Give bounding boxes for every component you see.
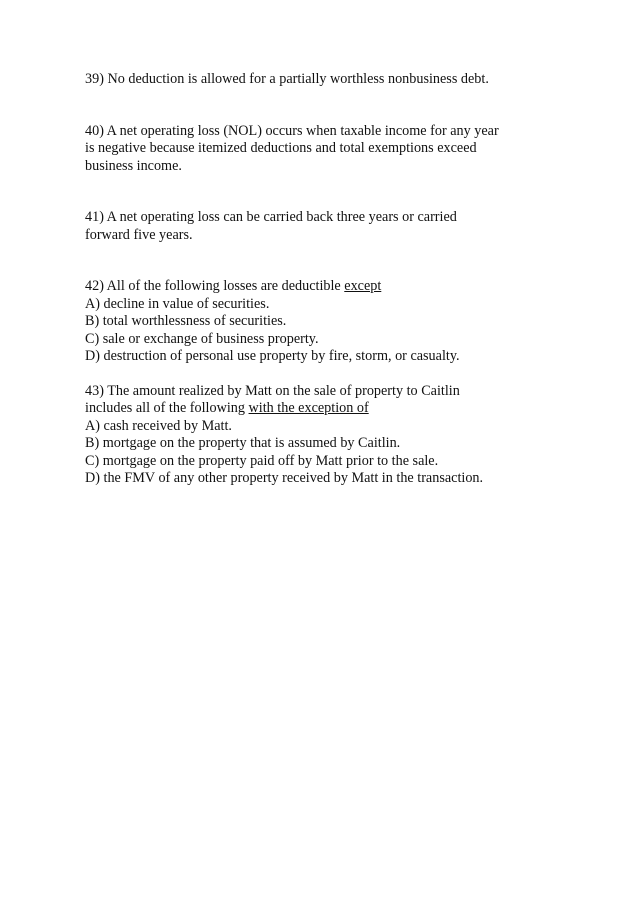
document-page [85,71,565,488]
question-42 [85,278,565,366]
question-42-option-c: C) sale or exchange of business property. [85,330,319,347]
question-43 [85,383,565,488]
question-43-option-b: B) mortgage on the property that is assumed by Caitlin. [85,435,401,451]
question-43-option-a: A) cash received by Matt. [85,417,232,434]
question-40-line-1: 40) A net operating loss (NOL) occurs when taxable income for any year [85,122,499,139]
question-41-line-1: 41) A net operating loss can be carried back three years or carried [85,209,457,225]
question-42-option-d: D) destruction of personal use property by fire, storm, or casualty. [85,348,460,364]
question-43-line-2 [85,400,565,418]
question-43-option-d: D) the FMV of any other property received by Matt in the transaction. [85,470,484,486]
question-41 [85,209,565,244]
question-39-text: 39) No deduction is allowed for a partially worthless nonbusiness debt. [85,71,489,87]
question-40 [85,123,565,176]
question-42-stem-text: 42) All of the following losses are deductible [85,278,345,294]
question-40-line-2: is negative because itemized deductions and total exemptions exceed [85,140,477,156]
question-43-emphasis: with the exception of [248,400,369,416]
question-42-option-a: A) decline in value of securities. [85,295,270,312]
question-42-option-b: B) total worthlessness of securities. [85,313,287,329]
question-43-line-1: 43) The amount realized by Matt on the sale of property to Caitlin [85,382,460,399]
question-41-line-2: forward five years. [85,226,193,243]
question-39 [85,71,565,89]
question-43-line-2-text: includes all of the following [85,400,249,416]
question-40-line-3: business income. [85,157,182,174]
question-42-stem [85,278,565,296]
question-42-stem-emphasis: except [344,278,382,294]
question-43-option-c: C) mortgage on the property paid off by Matt prior to the sale. [85,452,439,469]
